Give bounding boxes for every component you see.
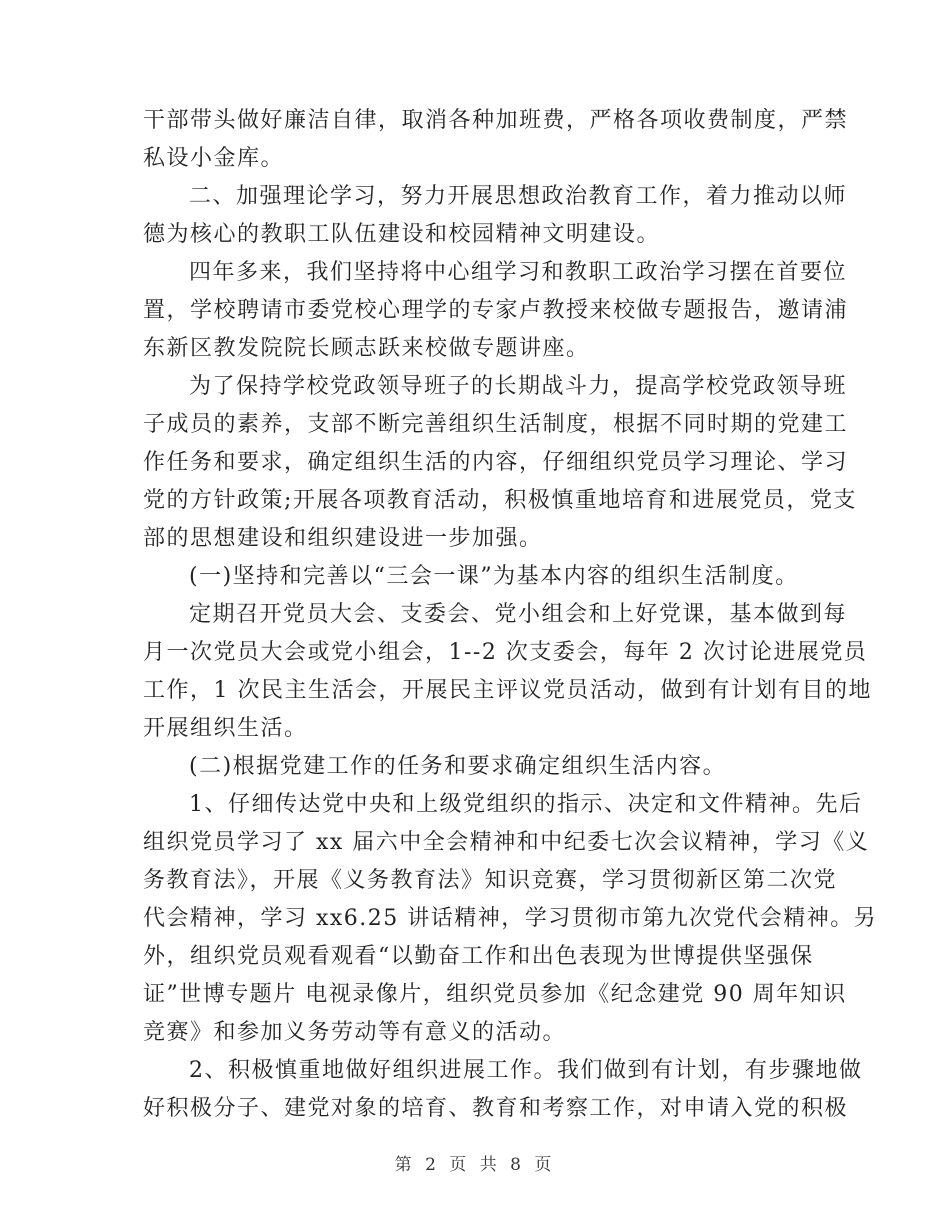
document-body xyxy=(143,102,878,1128)
paragraph xyxy=(143,748,813,786)
text-line: 好积极分子、建党对象的培育、教育和考察工作，对申请入党的积极 xyxy=(143,1096,849,1121)
text-line: (一)坚持和完善以“三会一课”为基本内容的组织生活制度。 xyxy=(189,564,799,589)
paragraph xyxy=(143,1052,863,1128)
text-line: 代会精神，学习 xx6.25 讲话精神，学习贯彻市第九次党代会精神。另 xyxy=(143,906,878,931)
text-line: 私设小金库。 xyxy=(143,146,285,171)
text-line: 作任务和要求，确定组织生活的内容，仔细组织党员学习理论、学习 xyxy=(143,450,849,475)
text-line: 外，组织党员观看观看“以勤奋工作和出色表现为世博提供坚强保 xyxy=(143,944,814,969)
text-line: 组织党员学习了 xx 届六中全会精神和中纪委七次会议精神，学习《义 xyxy=(143,830,870,855)
paragraph xyxy=(143,786,878,1052)
text-line: 2、积极慎重地做好组织进展工作。我们做到有计划，有步骤地做 xyxy=(189,1058,863,1083)
text-line: 开展组织生活。 xyxy=(143,716,308,741)
text-line: 工作，1 次民主生活会，开展民主评议党员活动，做到有计划有目的地 xyxy=(143,678,872,703)
paragraph xyxy=(143,178,848,254)
page-footer: 第 2 页 共 8 页 xyxy=(394,1155,556,1175)
text-line: 为了保持学校党政领导班子的长期战斗力，提高学校党政领导班 xyxy=(189,374,848,399)
text-line: 部的思想建设和组织建设进一步加强。 xyxy=(143,526,543,551)
text-line: 定期召开党员大会、支委会、党小组会和上好党课，基本做到每 xyxy=(189,602,848,627)
text-line: 务教育法》，开展《义务教育法》知识竞赛，学习贯彻新区第二次党 xyxy=(143,868,838,893)
paragraph xyxy=(143,558,813,596)
paragraph xyxy=(143,102,849,178)
paragraph xyxy=(143,254,849,368)
text-line: 证”世博专题片 电视录像片，组织党员参加《纪念建党 90 周年知识 xyxy=(143,982,847,1007)
text-line: 德为核心的教职工队伍建设和校园精神文明建设。 xyxy=(143,222,661,247)
text-line: 1、仔细传达党中央和上级党组织的指示、决定和文件精神。先后 xyxy=(189,792,863,817)
text-line: (二)根据党建工作的任务和要求确定组织生活内容。 xyxy=(189,754,727,779)
text-line: 竞赛》和参加义务劳动等有意义的活动。 xyxy=(143,1020,567,1045)
text-line: 置，学校聘请市委党校心理学的专家卢教授来校做专题报告，邀请浦 xyxy=(143,298,849,323)
text-line: 四年多来，我们坚持将中心组学习和教职工政治学习摆在首要位 xyxy=(189,260,848,285)
text-line: 东新区教发院院长顾志跃来校做专题讲座。 xyxy=(143,336,590,361)
text-line: 干部带头做好廉洁自律，取消各种加班费，严格各项收费制度，严禁 xyxy=(143,108,849,133)
text-line: 二、加强理论学习，努力开展思想政治教育工作，着力推动以师 xyxy=(189,184,848,209)
paragraph xyxy=(143,368,857,558)
text-line: 党的方针政策;开展各项教育活动，积极慎重地培育和进展党员，党支 xyxy=(143,488,857,513)
paragraph xyxy=(143,596,872,748)
text-line: 子成员的素养，支部不断完善组织生活制度，根据不同时期的党建工 xyxy=(143,412,849,437)
text-line: 月一次党员大会或党小组会，1--2 次支委会，每年 2 次讨论进展党员 xyxy=(143,640,868,665)
